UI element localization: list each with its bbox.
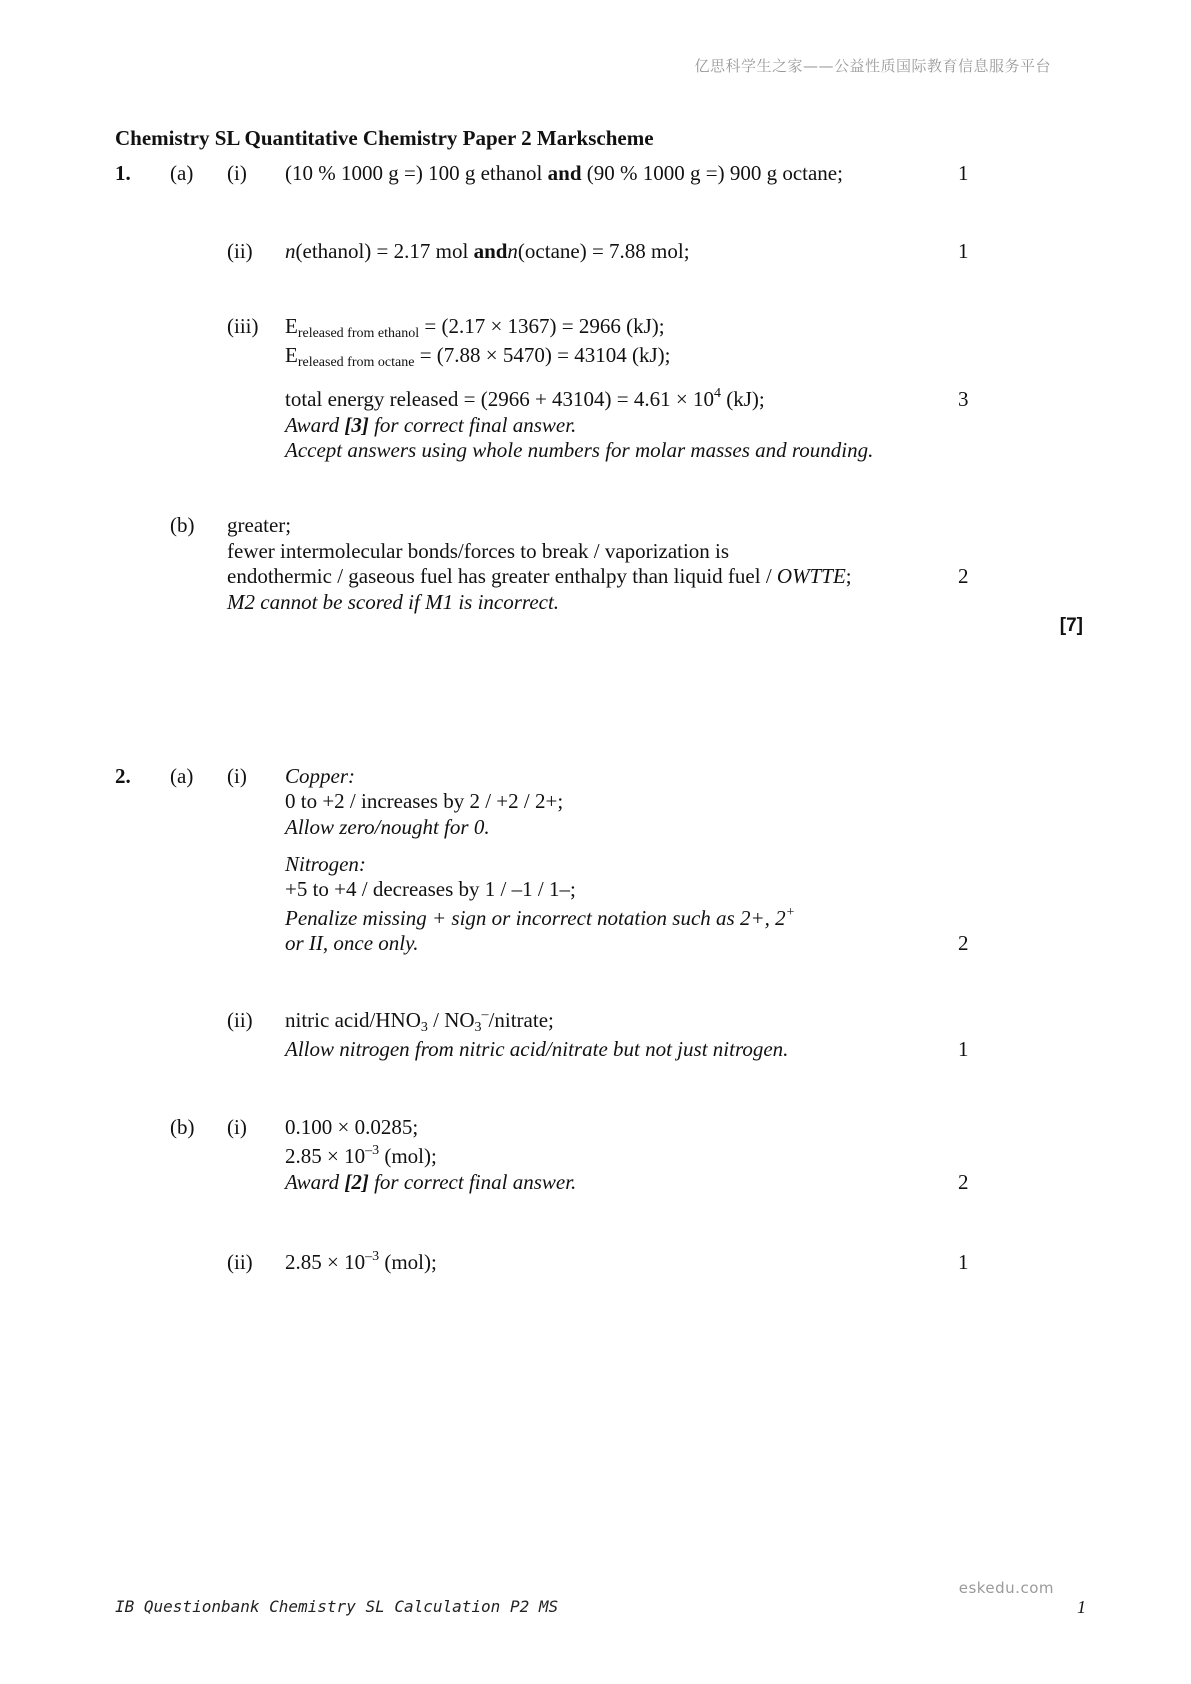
q1-total-marks: [7] [1059,615,1083,636]
q2-a-i-nitrogen-heading: Nitrogen: [285,852,366,876]
q1-a-iii-mark: 3 [958,387,969,411]
q1-a-iii-note1: Award [3] for correct final answer. [285,413,577,437]
q1-a-iii-note2: Accept answers using whole numbers for molar masses and rounding. [285,438,874,462]
q1-b-line1: greater; [227,513,292,537]
q2-a-ii-mark: 1 [958,1037,969,1061]
q1-a-iii-line3: total energy released = $(2966 + 43104) = 4.61 \times 10^4$ (kJ); [285,386,765,411]
q1-b-note: M2 cannot be scored if M1 is incorrect. [227,590,560,614]
q2-b-ii-label: (ii) [227,1250,253,1274]
q1-a-i-label: (i) [227,161,247,185]
q1-b-line2: fewer intermolecular bonds/forces to break / vaporization is [227,539,730,563]
q1-a-ii-answer: n(ethanol) = 2.17 mol andn(octane) = 7.88 mol; [285,239,690,263]
q2-a-i-nitrogen-answer: +5 to +4 / decreases by 1 / –1 / 1–; [285,877,576,901]
q2-a-i-copper-heading: Copper: [285,764,355,788]
q2-b-i-note: Award [2] for correct final answer. [285,1170,577,1194]
q1-b-mark: 2 [958,564,969,588]
page-title: Chemistry SL Quantitative Chemistry Paper 2 Markscheme [115,126,654,150]
q1-part-a-label: (a) [170,161,194,185]
q2-b-ii-answer: $2.85 \times 10^{-3}$ (mol); [285,1249,437,1274]
q2-a-i-copper-answer: 0 to +2 / increases by 2 / +2 / 2+; [285,789,564,813]
q2-a-ii-label: (ii) [227,1008,253,1032]
q1-a-i-answer: (10 % 1000 g =) 100 g ethanol and (90 % 1000 g =) 900 g octane; [285,161,843,185]
q1-a-i-mark: 1 [958,161,969,185]
q1-b-line3: endothermic / gaseous fuel has greater enthalpy than liquid fuel / OWTTE; [227,564,852,588]
q1-a-iii-line1: $E_{released from ethanol} = (2.17 \times 1367) = 2966$ (kJ); [285,314,665,341]
q2-b-i-line2: $2.85 \times 10^{-3}$ (mol); [285,1143,437,1168]
q2-a-ii-note: Allow nitrogen from nitric acid/nitrate but not just nitrogen. [285,1037,789,1061]
q2-b-i-label: (i) [227,1115,247,1139]
q1-a-iii-label: (iii) [227,314,259,338]
q2-b-i-line1: 0.100 × 0.0285; [285,1115,419,1139]
q2-b-i-mark: 2 [958,1170,969,1194]
question-number-1: 1. [115,161,131,185]
footer-document-name: IB Questionbank Chemistry SL Calculation P2 MS [115,1597,559,1616]
q1-a-iii-line2: $E_{released from octane} = (7.88 \times 5470) = 43104$ (kJ); [285,343,671,370]
header-note: 亿思科学生之家——公益性质国际教育信息服务平台 [694,57,1051,75]
q2-a-i-label: (i) [227,764,247,788]
q2-a-i-penalty-note: Penalize missing + sign or incorrect notation such as 2+, 2+ [285,905,796,930]
q2-b-ii-mark: 1 [958,1250,969,1274]
page-number: 1 [1077,1597,1086,1617]
q2-a-ii-answer: nitric acid/$HNO_3$ / $NO_3^-$/nitrate; [285,1007,554,1035]
q2-part-b-label: (b) [170,1115,195,1139]
question-number-2: 2. [115,764,131,788]
q1-a-ii-mark: 1 [958,239,969,263]
footer-watermark: eskedu.com [958,1579,1054,1597]
q2-a-i-penalty-note-cont: or II, once only. [285,931,419,955]
q1-part-b-label: (b) [170,513,195,537]
q2-a-i-mark: 2 [958,931,969,955]
q1-a-ii-label: (ii) [227,239,253,263]
q2-a-i-copper-note: Allow zero/nought for 0. [285,815,490,839]
q2-part-a-label: (a) [170,764,194,788]
